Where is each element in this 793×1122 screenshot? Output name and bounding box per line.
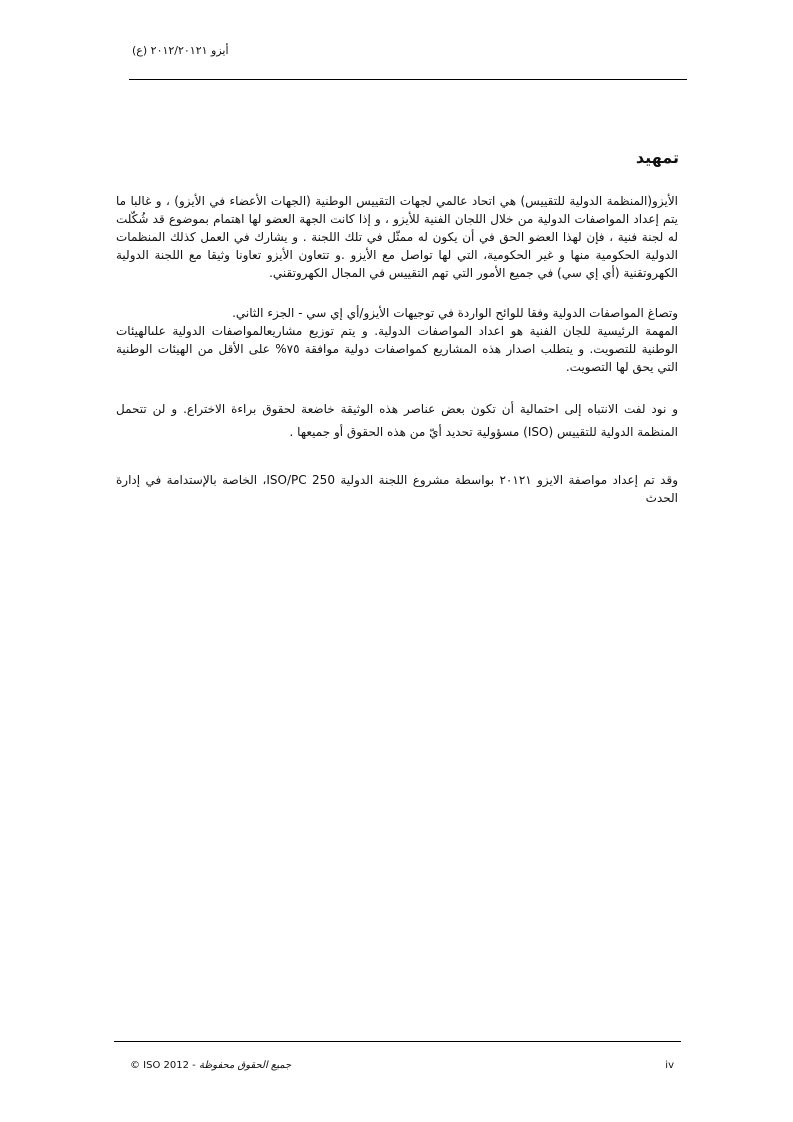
copyright-text: © ISO 2012 bbox=[130, 1060, 189, 1071]
paragraph-patent: و نود لفت الانتباه إلى احتمالية أن تكون بعض عناصر هذه الوثيقة خاضعة لحقوق براءة الاختراع. و لن تتحمل المنظمة الدولية للتقييس (ISO) مسؤولية تحديد أيّ من هذه الحقوق أو جميعها . bbox=[116, 402, 678, 439]
document-identifier: أيزو ٢٠١٢/٢٠١٢١ (ع) bbox=[132, 44, 229, 57]
rights-reserved-text: جميع الحقوق محفوظة bbox=[198, 1060, 292, 1071]
section-heading: تمهيد bbox=[635, 148, 679, 167]
paragraph-intro: الأيزو(المنظمة الدولية للتقييس) هي اتحاد عالمي لجهات التقييس الوطنية (الجهات الأعضاء في الأيزو) ، و غالبا ما يتم إعداد المواصفات الدولية من خلال اللجان الفنية للأيزو ، و إذا كانت الجهة العضو لها اهتمام بموضوع قد شُكّلت له لجنة فنية ، فإن لهذا العضو الحق في أن يكون له ممثّل في تلك اللجنة . و يشارك في العمل كذلك المنظمات الدولية الحكومية منها و غير الحكومية، التي لها تواصل مع الأيزو .و تتعاون الأيزو تعاونا وثيقا مع اللجنة الدولية الكهروتقنية (أي إي سي) في جميع الأمور التي تهم التقييس في المجال الكهروتقني. bbox=[116, 194, 678, 280]
page-number: iv bbox=[665, 1060, 674, 1071]
body-text bbox=[116, 192, 678, 507]
paragraph-preparation: وقد تم إعداد مواصفة الايزو ٢٠١٢١ بواسطة مشروع اللجنة الدولية ISO/PC 250، الخاصة بالإستدامة في إدارة الحدث bbox=[116, 473, 678, 505]
header-divider bbox=[129, 79, 687, 80]
footer-copyright bbox=[130, 1060, 291, 1071]
paragraph-directives: وتصاغ المواصفات الدولية وفقا للوائح الواردة في توجيهات الأيزو/أي إي سي - الجزء الثاني. bbox=[232, 306, 678, 320]
paragraph-committees: المهمة الرئيسية للجان الفنية هو اعداد المواصفات الدولية. و يتم توزيع مشاريعالمواصفات الدولية علىالهيئات الوطنية للتصويت. و يتطلب اصدار هذه المشاريع كمواصفات دولية موافقة ٧٥% على الأقل من الهيئات الوطنية التي يحق لها التصويت. bbox=[116, 324, 678, 374]
footer-separator: - bbox=[188, 1060, 199, 1071]
footer-divider bbox=[114, 1041, 681, 1042]
